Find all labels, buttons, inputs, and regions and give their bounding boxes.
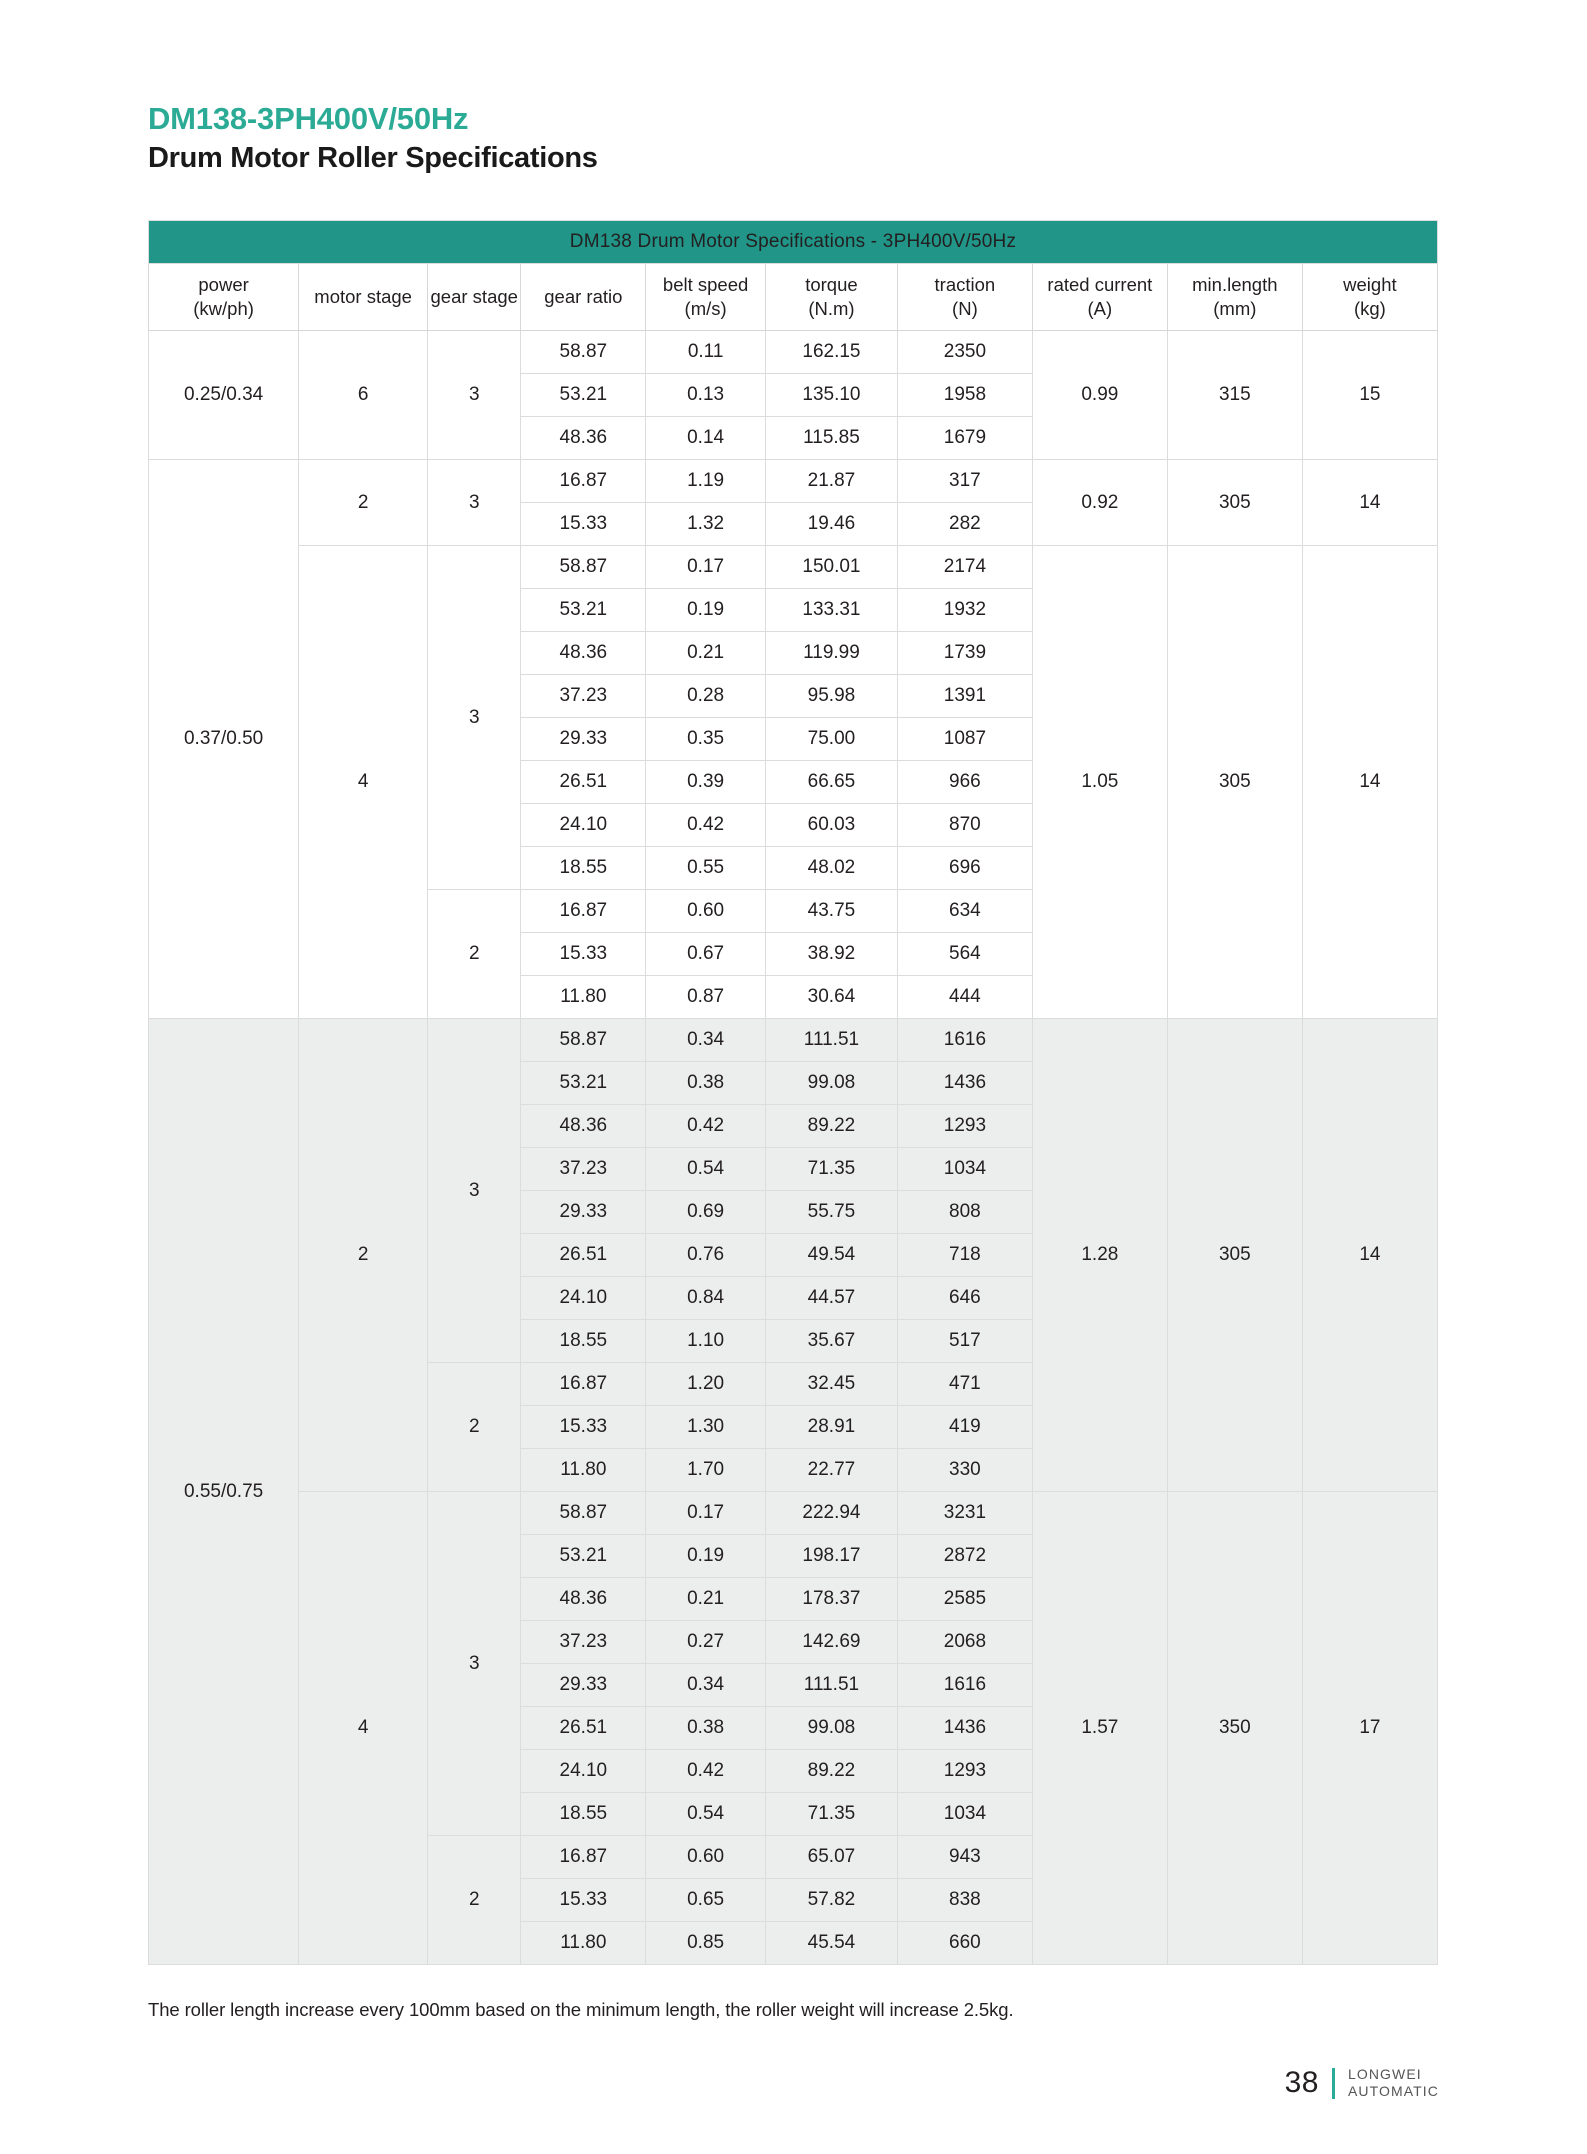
- cell-traction: 317: [897, 460, 1032, 503]
- cell-torque: 28.91: [765, 1406, 897, 1449]
- column-header-label: gear ratio: [544, 285, 623, 307]
- column-header-unit: (N): [952, 297, 978, 319]
- footer-divider-icon: [1332, 2068, 1335, 2099]
- cell-rated-current: 0.92: [1032, 460, 1167, 546]
- cell-gear-ratio: 15.33: [521, 503, 646, 546]
- cell-traction: 419: [897, 1406, 1032, 1449]
- column-header-label: weight: [1343, 274, 1397, 296]
- cell-gear-ratio: 48.36: [521, 417, 646, 460]
- cell-belt-speed: 0.69: [646, 1191, 766, 1234]
- cell-traction: 471: [897, 1363, 1032, 1406]
- cell-min-length: 350: [1167, 1492, 1302, 1965]
- brand-line-1: LONGWEI: [1347, 2066, 1422, 2083]
- cell-belt-speed: 0.54: [646, 1148, 766, 1191]
- cell-gear-stage: 3: [428, 331, 521, 460]
- cell-belt-speed: 0.60: [646, 1836, 766, 1879]
- column-header-unit: (kw/ph): [193, 297, 254, 319]
- cell-torque: 45.54: [765, 1922, 897, 1965]
- brand-logo: [1348, 2066, 1439, 2099]
- cell-weight: 17: [1302, 1492, 1437, 1965]
- column-header-gear-ratio: [521, 264, 646, 331]
- cell-belt-speed: 0.34: [646, 1664, 766, 1707]
- cell-gear-stage: 2: [428, 1836, 521, 1965]
- cell-gear-ratio: 37.23: [521, 1621, 646, 1664]
- table-column-headers: [149, 264, 1438, 331]
- cell-torque: 32.45: [765, 1363, 897, 1406]
- cell-torque: 38.92: [765, 933, 897, 976]
- power-group: [149, 1019, 1438, 1965]
- cell-gear-ratio: 53.21: [521, 1062, 646, 1105]
- cell-gear-ratio: 29.33: [521, 1191, 646, 1234]
- cell-motor-stage: 2: [299, 460, 428, 546]
- cell-belt-speed: 1.10: [646, 1320, 766, 1363]
- cell-belt-speed: 0.11: [646, 331, 766, 374]
- cell-torque: 162.15: [765, 331, 897, 374]
- cell-torque: 44.57: [765, 1277, 897, 1320]
- column-header-power: [149, 264, 299, 331]
- cell-rated-current: 1.05: [1032, 546, 1167, 1019]
- cell-belt-speed: 0.42: [646, 804, 766, 847]
- cell-power: 0.25/0.34: [149, 331, 299, 460]
- cell-gear-ratio: 58.87: [521, 331, 646, 374]
- cell-gear-stage: 3: [428, 1019, 521, 1363]
- cell-gear-ratio: 16.87: [521, 1836, 646, 1879]
- cell-belt-speed: 0.39: [646, 761, 766, 804]
- cell-torque: 89.22: [765, 1750, 897, 1793]
- cell-motor-stage: 2: [299, 1019, 428, 1492]
- cell-torque: 55.75: [765, 1191, 897, 1234]
- cell-traction: 3231: [897, 1492, 1032, 1535]
- cell-traction: 1293: [897, 1750, 1032, 1793]
- page-title-subtitle: Drum Motor Roller Specifications: [148, 141, 598, 174]
- cell-traction: 1958: [897, 374, 1032, 417]
- title-block: [148, 0, 1439, 176]
- cell-gear-ratio: 29.33: [521, 718, 646, 761]
- table-row: [149, 1492, 1438, 1535]
- cell-belt-speed: 0.21: [646, 632, 766, 675]
- cell-gear-ratio: 24.10: [521, 1750, 646, 1793]
- cell-gear-ratio: 58.87: [521, 546, 646, 589]
- cell-gear-ratio: 26.51: [521, 761, 646, 804]
- cell-gear-ratio: 18.55: [521, 1320, 646, 1363]
- cell-torque: 60.03: [765, 804, 897, 847]
- column-header-belt-speed: [646, 264, 766, 331]
- cell-torque: 21.87: [765, 460, 897, 503]
- column-header-gear-stage: [428, 264, 521, 331]
- cell-rated-current: 1.57: [1032, 1492, 1167, 1965]
- cell-torque: 89.22: [765, 1105, 897, 1148]
- cell-traction: 2585: [897, 1578, 1032, 1621]
- cell-torque: 75.00: [765, 718, 897, 761]
- cell-belt-speed: 0.38: [646, 1062, 766, 1105]
- cell-traction: 1616: [897, 1019, 1032, 1062]
- cell-torque: 43.75: [765, 890, 897, 933]
- column-header-min-length: [1167, 264, 1302, 331]
- specifications-table: [148, 220, 1438, 1965]
- table-banner-title: DM138 Drum Motor Specifications - 3PH400V/50Hz: [149, 221, 1438, 264]
- cell-gear-ratio: 15.33: [521, 1406, 646, 1449]
- table-row: [149, 546, 1438, 589]
- cell-gear-ratio: 24.10: [521, 1277, 646, 1320]
- table-footnote: The roller length increase every 100mm based on the minimum length, the roller weight will increase 2.5kg.: [148, 1999, 1014, 2021]
- cell-gear-ratio: 58.87: [521, 1019, 646, 1062]
- cell-motor-stage: 6: [299, 331, 428, 460]
- cell-traction: 2350: [897, 331, 1032, 374]
- cell-torque: 65.07: [765, 1836, 897, 1879]
- cell-torque: 111.51: [765, 1019, 897, 1062]
- cell-traction: 660: [897, 1922, 1032, 1965]
- cell-traction: 282: [897, 503, 1032, 546]
- cell-traction: 1034: [897, 1148, 1032, 1191]
- column-header-motor-stage: [299, 264, 428, 331]
- cell-torque: 35.67: [765, 1320, 897, 1363]
- cell-torque: 119.99: [765, 632, 897, 675]
- cell-motor-stage: 4: [299, 546, 428, 1019]
- cell-traction: 1436: [897, 1707, 1032, 1750]
- cell-gear-ratio: 48.36: [521, 1105, 646, 1148]
- cell-gear-ratio: 16.87: [521, 460, 646, 503]
- cell-belt-speed: 0.28: [646, 675, 766, 718]
- cell-torque: 142.69: [765, 1621, 897, 1664]
- cell-weight: 15: [1302, 331, 1437, 460]
- cell-rated-current: 0.99: [1032, 331, 1167, 460]
- cell-min-length: 305: [1167, 1019, 1302, 1492]
- cell-belt-speed: 1.30: [646, 1406, 766, 1449]
- cell-belt-speed: 0.55: [646, 847, 766, 890]
- column-header-unit: (m/s): [684, 297, 727, 319]
- cell-belt-speed: 0.19: [646, 589, 766, 632]
- cell-gear-ratio: 18.55: [521, 1793, 646, 1836]
- column-header-label: rated current: [1047, 274, 1153, 296]
- cell-gear-ratio: 53.21: [521, 589, 646, 632]
- cell-traction: 2872: [897, 1535, 1032, 1578]
- cell-rated-current: 1.28: [1032, 1019, 1167, 1492]
- cell-torque: 99.08: [765, 1707, 897, 1750]
- cell-torque: 222.94: [765, 1492, 897, 1535]
- column-header-weight: [1302, 264, 1437, 331]
- cell-traction: 718: [897, 1234, 1032, 1277]
- cell-power: 0.37/0.50: [149, 460, 299, 1019]
- cell-gear-stage: 3: [428, 1492, 521, 1836]
- cell-gear-ratio: 26.51: [521, 1707, 646, 1750]
- cell-traction: 2174: [897, 546, 1032, 589]
- cell-traction: 808: [897, 1191, 1032, 1234]
- cell-traction: 696: [897, 847, 1032, 890]
- cell-weight: 14: [1302, 546, 1437, 1019]
- column-header-label: belt speed: [662, 274, 749, 296]
- column-header-traction: [897, 264, 1032, 331]
- cell-torque: 22.77: [765, 1449, 897, 1492]
- cell-belt-speed: 0.87: [646, 976, 766, 1019]
- cell-gear-ratio: 16.87: [521, 890, 646, 933]
- cell-traction: 330: [897, 1449, 1032, 1492]
- cell-belt-speed: 1.20: [646, 1363, 766, 1406]
- cell-traction: 1436: [897, 1062, 1032, 1105]
- column-header-row: [149, 264, 1438, 331]
- cell-traction: 870: [897, 804, 1032, 847]
- cell-torque: 115.85: [765, 417, 897, 460]
- cell-torque: 49.54: [765, 1234, 897, 1277]
- cell-torque: 66.65: [765, 761, 897, 804]
- cell-traction: 1739: [897, 632, 1032, 675]
- cell-min-length: 305: [1167, 460, 1302, 546]
- cell-belt-speed: 0.65: [646, 1879, 766, 1922]
- table-row: [149, 460, 1438, 503]
- cell-traction: 2068: [897, 1621, 1032, 1664]
- cell-torque: 30.64: [765, 976, 897, 1019]
- cell-power: 0.55/0.75: [149, 1019, 299, 1965]
- column-header-unit: (kg): [1353, 297, 1386, 319]
- cell-torque: 150.01: [765, 546, 897, 589]
- power-group: [149, 331, 1438, 460]
- cell-belt-speed: 0.38: [646, 1707, 766, 1750]
- cell-gear-ratio: 18.55: [521, 847, 646, 890]
- column-header-label: motor stage: [314, 285, 412, 307]
- cell-torque: 135.10: [765, 374, 897, 417]
- cell-gear-ratio: 15.33: [521, 933, 646, 976]
- cell-traction: 943: [897, 1836, 1032, 1879]
- cell-torque: 111.51: [765, 1664, 897, 1707]
- column-header-label: power: [198, 274, 249, 296]
- cell-gear-ratio: 37.23: [521, 675, 646, 718]
- table-row: [149, 1019, 1438, 1062]
- cell-belt-speed: 0.27: [646, 1621, 766, 1664]
- cell-belt-speed: 0.19: [646, 1535, 766, 1578]
- cell-gear-ratio: 37.23: [521, 1148, 646, 1191]
- cell-motor-stage: 4: [299, 1492, 428, 1965]
- table-row: [149, 331, 1438, 374]
- cell-belt-speed: 0.42: [646, 1750, 766, 1793]
- cell-belt-speed: 1.32: [646, 503, 766, 546]
- cell-belt-speed: 0.67: [646, 933, 766, 976]
- cell-belt-speed: 0.60: [646, 890, 766, 933]
- cell-belt-speed: 1.70: [646, 1449, 766, 1492]
- cell-weight: 14: [1302, 460, 1437, 546]
- page-number: 38: [1284, 2066, 1319, 2099]
- cell-torque: 71.35: [765, 1793, 897, 1836]
- cell-belt-speed: 0.42: [646, 1105, 766, 1148]
- power-group: [149, 460, 1438, 1019]
- cell-belt-speed: 0.14: [646, 417, 766, 460]
- cell-belt-speed: 0.85: [646, 1922, 766, 1965]
- column-header-label: torque: [805, 274, 858, 296]
- cell-gear-ratio: 58.87: [521, 1492, 646, 1535]
- cell-gear-stage: 3: [428, 546, 521, 890]
- cell-belt-speed: 0.17: [646, 546, 766, 589]
- cell-torque: 48.02: [765, 847, 897, 890]
- cell-traction: 1087: [897, 718, 1032, 761]
- cell-traction: 838: [897, 1879, 1032, 1922]
- cell-traction: 444: [897, 976, 1032, 1019]
- cell-min-length: 305: [1167, 546, 1302, 1019]
- cell-traction: 966: [897, 761, 1032, 804]
- page-title-model: DM138-3PH400V/50Hz: [148, 101, 469, 136]
- cell-gear-ratio: 15.33: [521, 1879, 646, 1922]
- brand-line-2: AUTOMATIC: [1347, 2083, 1439, 2099]
- page-footer: [1285, 2066, 1439, 2100]
- cell-gear-ratio: 48.36: [521, 1578, 646, 1621]
- cell-belt-speed: 0.34: [646, 1019, 766, 1062]
- cell-belt-speed: 1.19: [646, 460, 766, 503]
- cell-traction: 646: [897, 1277, 1032, 1320]
- column-header-unit: (mm): [1213, 297, 1257, 319]
- column-header-label: gear stage: [430, 285, 518, 307]
- cell-traction: 1034: [897, 1793, 1032, 1836]
- cell-belt-speed: 0.17: [646, 1492, 766, 1535]
- cell-traction: 1293: [897, 1105, 1032, 1148]
- cell-weight: 14: [1302, 1019, 1437, 1492]
- cell-belt-speed: 0.35: [646, 718, 766, 761]
- cell-belt-speed: 0.84: [646, 1277, 766, 1320]
- cell-torque: 71.35: [765, 1148, 897, 1191]
- cell-torque: 198.17: [765, 1535, 897, 1578]
- cell-gear-ratio: 11.80: [521, 1922, 646, 1965]
- column-header-label: min.length: [1192, 274, 1278, 296]
- cell-traction: 634: [897, 890, 1032, 933]
- cell-torque: 99.08: [765, 1062, 897, 1105]
- cell-torque: 178.37: [765, 1578, 897, 1621]
- cell-torque: 19.46: [765, 503, 897, 546]
- column-header-unit: (A): [1087, 297, 1113, 319]
- cell-gear-ratio: 26.51: [521, 1234, 646, 1277]
- cell-min-length: 315: [1167, 331, 1302, 460]
- cell-gear-stage: 3: [428, 460, 521, 546]
- cell-belt-speed: 0.76: [646, 1234, 766, 1277]
- cell-gear-ratio: 48.36: [521, 632, 646, 675]
- cell-belt-speed: 0.13: [646, 374, 766, 417]
- cell-traction: 517: [897, 1320, 1032, 1363]
- column-header-unit: (N.m): [808, 297, 855, 319]
- cell-gear-stage: 2: [428, 1363, 521, 1492]
- cell-traction: 1932: [897, 589, 1032, 632]
- cell-torque: 133.31: [765, 589, 897, 632]
- column-header-rated-current: [1032, 264, 1167, 331]
- cell-torque: 57.82: [765, 1879, 897, 1922]
- cell-belt-speed: 0.54: [646, 1793, 766, 1836]
- cell-traction: 1616: [897, 1664, 1032, 1707]
- column-header-torque: [765, 264, 897, 331]
- cell-gear-ratio: 29.33: [521, 1664, 646, 1707]
- cell-gear-ratio: 16.87: [521, 1363, 646, 1406]
- cell-traction: 564: [897, 933, 1032, 976]
- cell-gear-ratio: 53.21: [521, 1535, 646, 1578]
- cell-gear-ratio: 53.21: [521, 374, 646, 417]
- cell-torque: 95.98: [765, 675, 897, 718]
- cell-gear-ratio: 11.80: [521, 1449, 646, 1492]
- cell-gear-ratio: 24.10: [521, 804, 646, 847]
- cell-gear-ratio: 11.80: [521, 976, 646, 1019]
- cell-gear-stage: 2: [428, 890, 521, 1019]
- column-header-label: traction: [934, 274, 996, 296]
- table-banner-row: [149, 221, 1438, 264]
- cell-traction: 1679: [897, 417, 1032, 460]
- cell-traction: 1391: [897, 675, 1032, 718]
- cell-belt-speed: 0.21: [646, 1578, 766, 1621]
